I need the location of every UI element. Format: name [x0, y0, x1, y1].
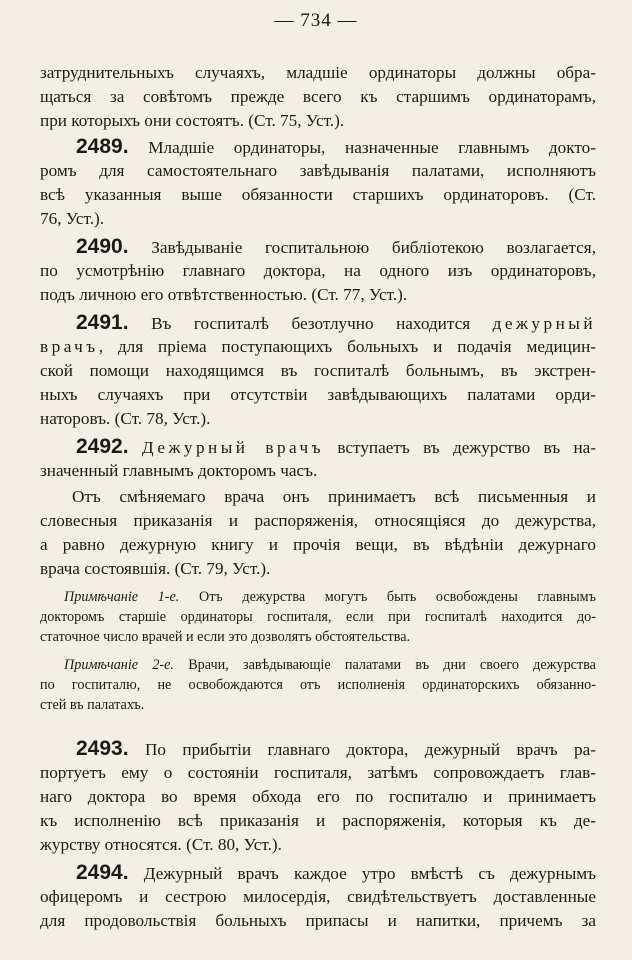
- text-fragment: вступаетъ въ дежурство въ на-: [337, 438, 597, 457]
- text-line: затруднительныхъ случаяхъ, младшіе ординаторы должны обра-: [40, 63, 596, 82]
- text-line: врача состоявшія. (Ст. 79, Уст.).: [40, 559, 271, 578]
- text-line: для продовольствія больныхъ припасы и напитки, причемъ за: [40, 911, 596, 930]
- spaced-term: врачъ: [40, 337, 99, 356]
- text-fragment: Дежурный врачъ каждое утро вмѣстѣ съ дежурнымъ: [143, 864, 597, 883]
- text-line: наторовъ. (Ст. 78, Уст.).: [40, 409, 211, 428]
- article-number: 2494.: [76, 861, 129, 884]
- text-line: при которыхъ они состоятъ. (Ст. 75, Уст.).: [40, 111, 345, 130]
- text-line: ныхъ случаяхъ при отсутствіи завѣдывающихъ палатами орди-: [40, 385, 596, 404]
- text-line: наго доктора во время обхода его по госпиталю и принимаетъ: [40, 787, 596, 806]
- text-line: журству относятся. (Ст. 80, Уст.).: [40, 835, 282, 854]
- text-line: всѣ указанныя выше обязанности старшихъ ординаторовъ. (Ст.: [40, 185, 596, 204]
- note-1-line: [40, 588, 596, 607]
- text-line: [40, 336, 596, 358]
- spaced-term: Дежурный врачъ: [141, 438, 325, 457]
- text-line: словесныя приказанія и распоряженія, относящіяся до дежурства,: [40, 511, 596, 530]
- article-number: 2490.: [76, 235, 129, 258]
- article-2493-line: [40, 738, 596, 761]
- text-line: [40, 486, 596, 508]
- text-line: ромъ для самостоятельнаго завѣдыванія палатами, исполняютъ: [40, 161, 596, 180]
- page-number: — 734 —: [274, 10, 358, 31]
- text-fragment: Врачи, завѣдывающіе палатами въ дни своего дежурства: [188, 657, 596, 673]
- note-line: стей въ палатахъ.: [40, 697, 145, 713]
- article-2489-line: [40, 136, 596, 159]
- text-fragment: Отъ смѣняемаго врача онъ принимаетъ всѣ письменныя и: [72, 487, 596, 506]
- text-fragment: , для пріема поступающихъ больныхъ и подачія медицин-: [98, 337, 596, 356]
- text-fragment: Завѣдываніе госпитальною библіотекою возлагается,: [151, 238, 597, 257]
- text-line: а равно дежурную книгу и прочія вещи, въ вѣдѣніи дежурнаго: [40, 535, 596, 554]
- note-heading: Примѣчаніе 2-е.: [64, 657, 174, 673]
- text-line: ской помощи находящимся въ госпиталѣ больнымъ, въ экстрен-: [40, 361, 596, 380]
- article-2494-line: [40, 862, 596, 885]
- article-number: 2493.: [76, 737, 129, 760]
- text-line: щаться за совѣтомъ прежде всего къ старшимъ ординаторамъ,: [40, 87, 596, 106]
- text-line: значенный главнымъ докторомъ часъ.: [40, 461, 318, 480]
- spaced-term: дежурный: [492, 314, 597, 333]
- text-fragment: По прибытіи главнаго доктора, дежурный врачъ ра-: [144, 740, 597, 759]
- text-fragment: Въ госпиталѣ безотлучно находится: [151, 314, 471, 333]
- text-fragment: Младшіе ординаторы, назначенные главнымъ докто-: [148, 138, 596, 157]
- note-line: докторомъ старшіе ординаторы госпиталя, если при госпиталѣ находится до-: [40, 609, 596, 625]
- note-2-line: [40, 656, 596, 675]
- text-line: офицеромъ и сестрою милосердія, свидѣтельствуетъ доставленные: [40, 887, 596, 906]
- text-line: по усмотрѣнію главнаго доктора, на одного изъ ординаторовъ,: [40, 261, 596, 280]
- article-number: 2491.: [76, 311, 129, 334]
- text-fragment: Отъ дежурства могутъ быть освобождены главнымъ: [198, 589, 596, 605]
- article-2490-line: [40, 236, 596, 259]
- note-line: по госпиталю, не освобождаются отъ исполненія ординаторскихъ обязанно-: [40, 677, 596, 693]
- text-line: 76, Уст.).: [40, 209, 105, 228]
- note-heading: Примѣчаніе 1-е.: [64, 589, 180, 605]
- article-number: 2492.: [76, 435, 129, 458]
- text-line: къ исполненію всѣ приказанія и распоряженія, которыя къ де-: [40, 811, 596, 830]
- article-number: 2489.: [76, 135, 129, 158]
- article-2491-line: [40, 312, 596, 335]
- article-2492-line: [40, 436, 596, 459]
- text-line: портуетъ ему о состояніи госпиталя, затѣмъ сопровождаетъ глав-: [40, 763, 596, 782]
- text-line: подъ личною его отвѣтственностью. (Ст. 77, Уст.).: [40, 285, 408, 304]
- note-line: статочное число врачей и если это дозволятъ обстоятельства.: [40, 629, 411, 645]
